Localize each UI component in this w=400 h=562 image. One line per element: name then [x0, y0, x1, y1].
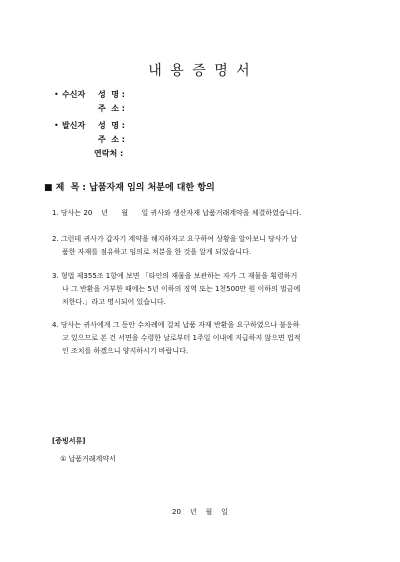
paragraph-line: 고 있으므로 본 건 서면을 수령한 날로부터 1주일 이내에 지급하지 않으면 법적 — [62, 334, 301, 342]
recipient-bullet: • — [54, 90, 59, 99]
sender-bullet: • — [54, 121, 59, 130]
paragraph-line: 2. 그런데 귀사가 갑자기 계약을 해지하자고 요구하여 상황을 알아보니 당사가 납 — [52, 235, 298, 243]
sender-label: 발신자 — [62, 121, 86, 130]
paragraph-line: 3. 형법 제355조 1항에 보면 「타인의 재물을 보관하는 자가 그 재물을 횡령하거 — [52, 272, 298, 280]
recipient-label: 수신자 — [62, 90, 86, 99]
document-item: ① 납품거래계약서 — [60, 455, 116, 463]
recipient-name-label: 성 명 : — [98, 90, 126, 99]
paragraph-line: 처한다.」라고 명시되어 있습니다. — [62, 298, 166, 306]
paragraph-line: 4. 당사는 귀사에게 그 동안 수차례에 걸쳐 납품 자재 반환을 요구하였으나 불응하 — [52, 321, 300, 329]
paragraph-line: 1. 당사는 20 년 월 일 귀사와 생산자재 납품거래계약을 체결하였습니다. — [52, 209, 302, 217]
sender-name-label: 성 명 : — [98, 121, 126, 130]
paragraph-line: 나 그 반환을 거부한 때에는 5년 이하의 징역 또는 1천500만 원 이하의 벌금에 — [62, 285, 301, 293]
document-title: 내 용 증 명 서 — [148, 63, 252, 79]
recipient-address-label: 주 소 : — [98, 104, 126, 113]
paragraph-line: 인 조치를 하겠으니 양지하시기 바랍니다. — [62, 347, 189, 355]
documents-header: [증빙서류] — [52, 437, 86, 445]
sender-address-label: 주 소 : — [98, 135, 126, 144]
paragraph-line: 품한 자재를 점유하고 임의로 처분을 한 것을 알게 되었습니다. — [62, 248, 252, 256]
sender-contact-label: 연락처 : — [94, 149, 124, 158]
date-line: 20 년 월 일 — [172, 508, 228, 516]
subject-line: ■ 제 목 : 납품자재 임의 처분에 대한 항의 — [44, 183, 215, 193]
